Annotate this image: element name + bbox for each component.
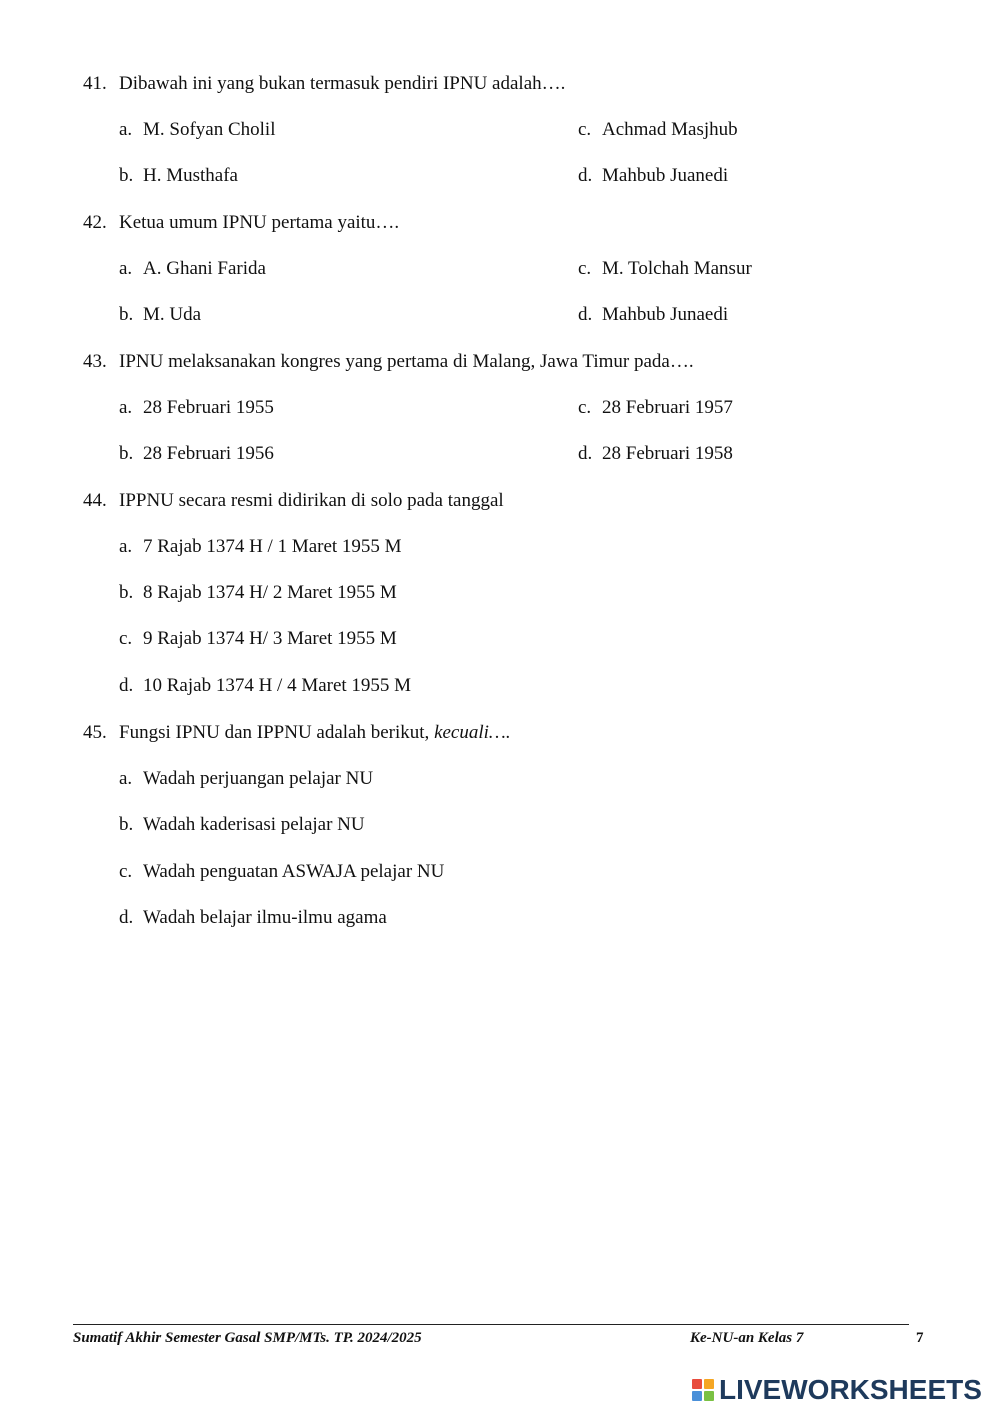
- option-42d: [578, 303, 728, 327]
- option-text: Achmad Masjhub: [602, 119, 738, 140]
- question-text: Fungsi IPNU dan IPPNU adalah berikut,: [119, 722, 435, 743]
- question-text: Dibawah ini yang bukan termasuk pendiri IPNU adalah….: [119, 73, 566, 94]
- option-text: 7 Rajab 1374 H / 1 Maret 1955 M: [143, 536, 402, 557]
- option-text: A. Ghani Farida: [143, 258, 266, 279]
- option-letter: c.: [578, 258, 592, 279]
- question-number: 42.: [83, 212, 107, 233]
- option-letter: b.: [119, 814, 134, 835]
- question-text-italic: kecuali….: [434, 722, 511, 743]
- question-number: 44.: [83, 490, 107, 511]
- option-letter: a.: [119, 119, 133, 140]
- page-number: 7: [916, 1330, 924, 1346]
- option-text: 28 Februari 1956: [143, 443, 274, 464]
- option-45b: [119, 813, 365, 837]
- option-41d: [578, 164, 728, 188]
- option-text: 10 Rajab 1374 H / 4 Maret 1955 M: [143, 675, 412, 696]
- option-42a: [119, 257, 266, 281]
- option-text: Wadah belajar ilmu-ilmu agama: [143, 907, 387, 928]
- option-letter: d.: [578, 304, 593, 325]
- option-41b: [119, 164, 238, 188]
- footer-exam-title: Sumatif Akhir Semester Gasal SMP/MTs. TP. 2024/2025: [73, 1330, 422, 1346]
- option-text: 28 Februari 1958: [602, 443, 733, 464]
- question-43: [83, 350, 694, 374]
- option-text: 28 Februari 1957: [602, 397, 733, 418]
- liveworksheets-brand[interactable]: [692, 1375, 982, 1405]
- footer-subject: Ke-NU-an Kelas 7: [690, 1330, 804, 1346]
- option-42c: [578, 257, 752, 281]
- option-text: M. Sofyan Cholil: [143, 119, 276, 140]
- question-44: [83, 489, 504, 513]
- question-45: [83, 721, 511, 745]
- option-44b: [119, 581, 397, 605]
- option-43b: [119, 442, 274, 466]
- option-41a: [119, 118, 275, 142]
- question-text: Ketua umum IPNU pertama yaitu….: [119, 212, 400, 233]
- option-text: M. Uda: [143, 304, 202, 325]
- option-text: Mahbub Junaedi: [602, 304, 729, 325]
- option-letter: b.: [119, 304, 134, 325]
- option-44d: [119, 674, 411, 698]
- option-45a: [119, 767, 373, 791]
- footer-divider: [73, 1324, 909, 1325]
- option-text: Mahbub Juanedi: [602, 165, 729, 186]
- option-letter: b.: [119, 443, 134, 464]
- question-text: IPPNU secara resmi didirikan di solo pada tanggal: [119, 490, 504, 511]
- option-letter: c.: [578, 397, 592, 418]
- option-41c: [578, 118, 738, 142]
- option-45c: [119, 860, 444, 884]
- question-41: [83, 72, 565, 96]
- option-45d: [119, 906, 387, 930]
- option-44c: [119, 627, 397, 651]
- option-42b: [119, 303, 201, 327]
- option-text: Wadah kaderisasi pelajar NU: [143, 814, 365, 835]
- question-text: IPNU melaksanakan kongres yang pertama di Malang, Jawa Timur pada….: [119, 351, 694, 372]
- option-letter: a.: [119, 258, 133, 279]
- liveworksheets-logo-icon: [692, 1379, 714, 1401]
- option-letter: c.: [578, 119, 592, 140]
- option-letter: a.: [119, 536, 133, 557]
- option-letter: d.: [578, 443, 593, 464]
- option-text: M. Tolchah Mansur: [602, 258, 752, 279]
- option-letter: a.: [119, 768, 133, 789]
- question-number: 43.: [83, 351, 107, 372]
- option-text: Wadah penguatan ASWAJA pelajar NU: [143, 861, 445, 882]
- option-43a: [119, 396, 274, 420]
- option-letter: d.: [119, 907, 134, 928]
- option-letter: b.: [119, 582, 134, 603]
- option-letter: b.: [119, 165, 134, 186]
- question-number: 45.: [83, 722, 107, 743]
- option-44a: [119, 535, 402, 559]
- option-43c: [578, 396, 733, 420]
- option-text: 9 Rajab 1374 H/ 3 Maret 1955 M: [143, 628, 397, 649]
- question-42: [83, 211, 399, 235]
- brand-name: LIVEWORKSHEETS: [719, 1374, 982, 1405]
- option-letter: c.: [119, 861, 133, 882]
- option-text: 28 Februari 1955: [143, 397, 274, 418]
- option-letter: d.: [119, 675, 134, 696]
- option-letter: c.: [119, 628, 133, 649]
- option-text: Wadah perjuangan pelajar NU: [143, 768, 374, 789]
- option-letter: d.: [578, 165, 593, 186]
- option-43d: [578, 442, 733, 466]
- option-text: H. Musthafa: [143, 165, 238, 186]
- option-text: 8 Rajab 1374 H/ 2 Maret 1955 M: [143, 582, 397, 603]
- question-number: 41.: [83, 73, 107, 94]
- option-letter: a.: [119, 397, 133, 418]
